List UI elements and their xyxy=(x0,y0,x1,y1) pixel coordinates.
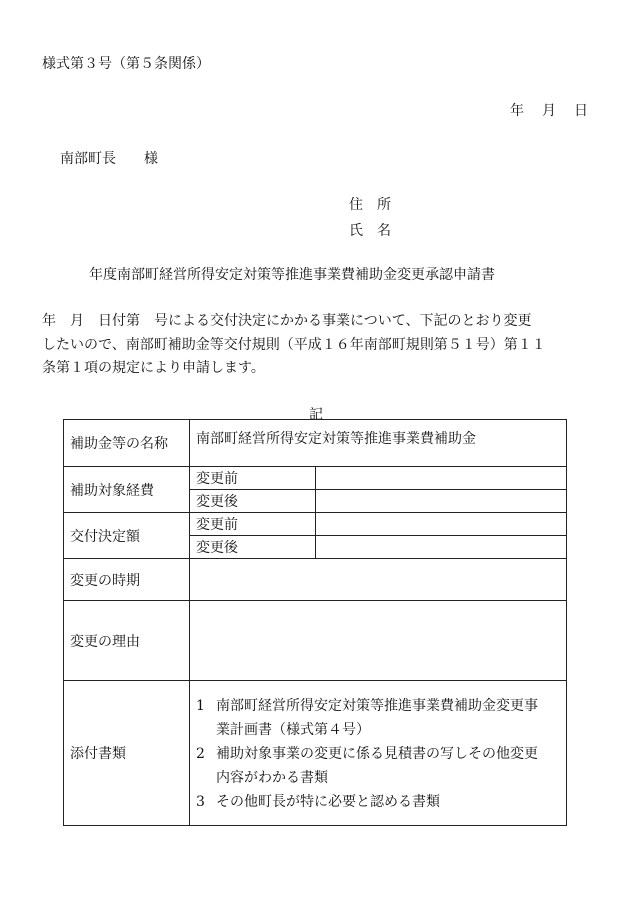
subsidy-name-value: 南部町経営所得安定対策等推進事業費補助金 xyxy=(190,420,567,467)
target-cost-after-label: 変更後 xyxy=(190,490,316,513)
table-row-subsidy-name xyxy=(64,420,567,467)
attachment-text: 業計画書（様式第４号） xyxy=(216,722,370,738)
attachment-number: 1 xyxy=(196,698,205,714)
target-cost-after-value[interactable] xyxy=(316,490,567,513)
attachment-text: 南部町経営所得安定対策等推進事業費補助金変更事 xyxy=(216,698,538,714)
table-row-change-reason xyxy=(64,601,567,681)
attachments-label: 添付書類 xyxy=(64,681,190,826)
table-row-attachments xyxy=(64,681,567,826)
table-row-change-time xyxy=(64,559,567,601)
addressee: 南部町長 様 xyxy=(60,151,158,167)
date-line: 年 月 日 xyxy=(510,103,590,119)
grant-amount-before-label: 変更前 xyxy=(190,513,316,536)
grant-amount-after-value[interactable] xyxy=(316,536,567,559)
name-label: 氏 名 xyxy=(349,223,391,239)
change-time-value[interactable] xyxy=(190,559,567,601)
attachment-number: 3 xyxy=(196,794,205,810)
body-text-line-3: 条第１項の規定により申請します。 xyxy=(42,360,265,376)
attachments-list xyxy=(190,681,567,826)
table-row-grant-amount-before xyxy=(64,513,567,536)
list-item xyxy=(196,742,560,790)
body-text-line-1: 年 月 日付第 号による交付決定にかかる事業について、下記のとおり変更 xyxy=(42,313,532,329)
attachment-text: その他町長が特に必要と認める書類 xyxy=(216,794,440,810)
body-text-line-2: したいので、南部町補助金等交付規則（平成１６年南部町規則第５１号）第１１ xyxy=(42,337,546,353)
attachment-number: 2 xyxy=(196,746,205,762)
change-reason-value[interactable] xyxy=(190,601,567,681)
target-cost-before-label: 変更前 xyxy=(190,467,316,490)
form-number: 様式第３号（第５条関係） xyxy=(42,56,210,72)
list-item xyxy=(196,790,560,814)
ki-heading: 記 xyxy=(309,407,323,423)
list-item xyxy=(196,694,560,742)
attachment-text: 補助対象事業の変更に係る見積書の写しその他変更 xyxy=(216,746,538,762)
document-title: 年度南部町経営所得安定対策等推進事業費補助金変更承認申請書 xyxy=(89,267,495,283)
grant-amount-after-label: 変更後 xyxy=(190,536,316,559)
target-cost-before-value[interactable] xyxy=(316,467,567,490)
change-reason-label: 変更の理由 xyxy=(64,601,190,681)
attachment-text: 内容がわかる書類 xyxy=(216,770,328,786)
grant-amount-before-value[interactable] xyxy=(316,513,567,536)
address-label: 住 所 xyxy=(349,197,391,213)
grant-amount-label: 交付決定額 xyxy=(64,513,190,559)
subsidy-name-label: 補助金等の名称 xyxy=(64,420,190,467)
table-row-target-cost-before xyxy=(64,467,567,490)
change-time-label: 変更の時期 xyxy=(64,559,190,601)
target-cost-label: 補助対象経費 xyxy=(64,467,190,513)
application-table xyxy=(63,419,567,826)
